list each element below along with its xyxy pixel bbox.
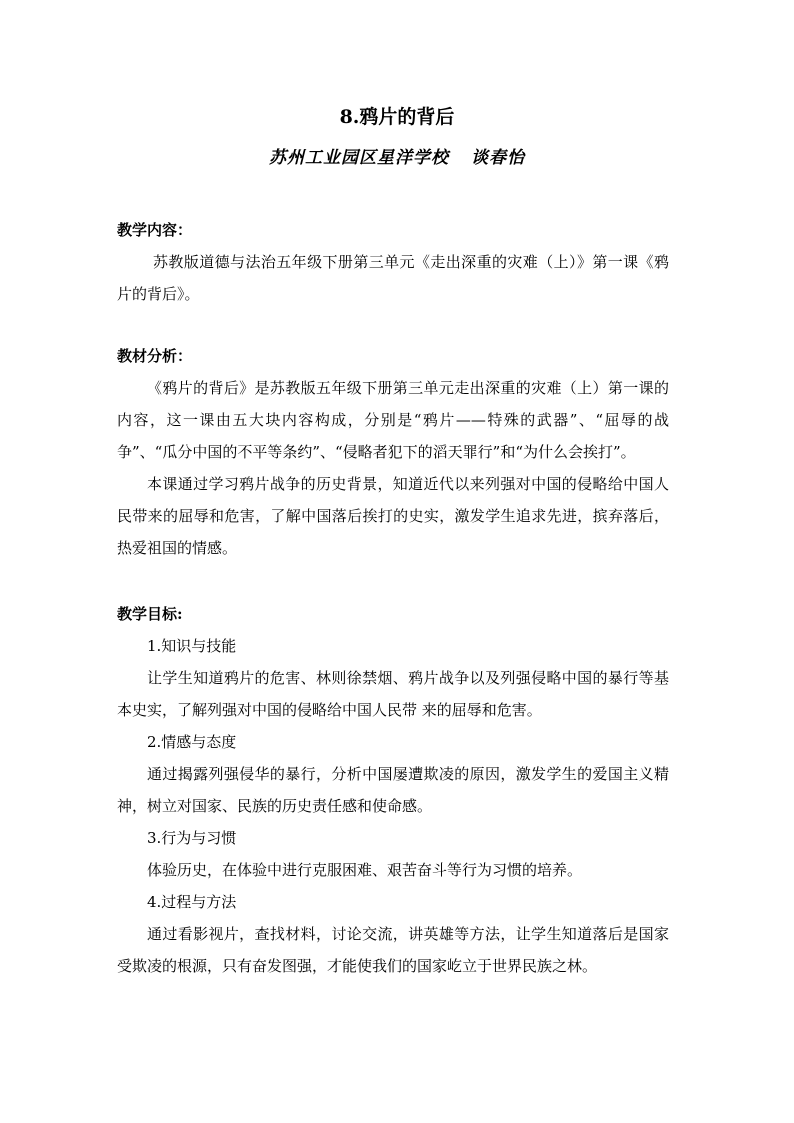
author-school: 苏州工业园区星洋学校 — [269, 148, 449, 168]
section-heading-content: 教学内容： — [117, 221, 193, 239]
goal-text-2: 通过揭露列强侵华的暴行，分析中国屡遭欺凌的原因，激发学生的爱国主义精神，树立对国家、民族的历史责任感和使命感。 — [117, 765, 669, 815]
goal-text-3: 体验历史，在体验中进行克服困难、艰苦奋斗等行为习惯的培养。 — [147, 861, 583, 879]
page-title: 8.鸦片的背后 — [339, 106, 455, 128]
goal-label-1: 1.知识与技能 — [147, 637, 237, 655]
goal-label-4: 4.过程与方法 — [147, 893, 237, 911]
author-line — [0, 146, 794, 170]
analysis-paragraph-2: 本课通过学习鸦片战争的历史背景，知道近代以来列强对中国的侵略给中国人民带来的屈辱和危害，了解中国落后挨打的史实，激发学生追求先进，摈弃落后，热爱祖国的情感。 — [117, 475, 669, 557]
author-name: 谈春怡 — [471, 148, 525, 168]
goal-text-4: 通过看影视片，查找材料，讨论交流，讲英雄等方法，让学生知道落后是国家受欺凌的根源，只有奋发图强，才能使我们的国家屹立于世界民族之林。 — [117, 925, 669, 975]
document-body — [117, 214, 669, 982]
goal-label-3: 3.行为与习惯 — [147, 829, 237, 847]
analysis-paragraph-1: 《鸦片的背后》是苏教版五年级下册第三单元走出深重的灾难（上）第一课的内容，这一课由五大块内容构成，分别是“鸦片——特殊的武器”、“屈辱的战争”、“瓜分中国的不平等条约”、“侵略者犯下的滔天罪行”和“为什么会挨打”。 — [117, 379, 669, 461]
goal-text-1: 让学生知道鸦片的危害、林则徐禁烟、鸦片战争以及列强侵略中国的暴行等基本史实，了解列强对中国的侵略给中国人民带 来的屈辱和危害。 — [117, 669, 669, 719]
section-heading-analysis: 教材分析： — [117, 347, 193, 365]
section-heading-goals: 教学目标: — [117, 605, 183, 623]
content-paragraph: 苏教版道德与法治五年级下册第三单元《走出深重的灾难（上）》第一课《鸦片的背后》。 — [117, 253, 669, 303]
goal-label-2: 2.情感与态度 — [147, 733, 237, 751]
